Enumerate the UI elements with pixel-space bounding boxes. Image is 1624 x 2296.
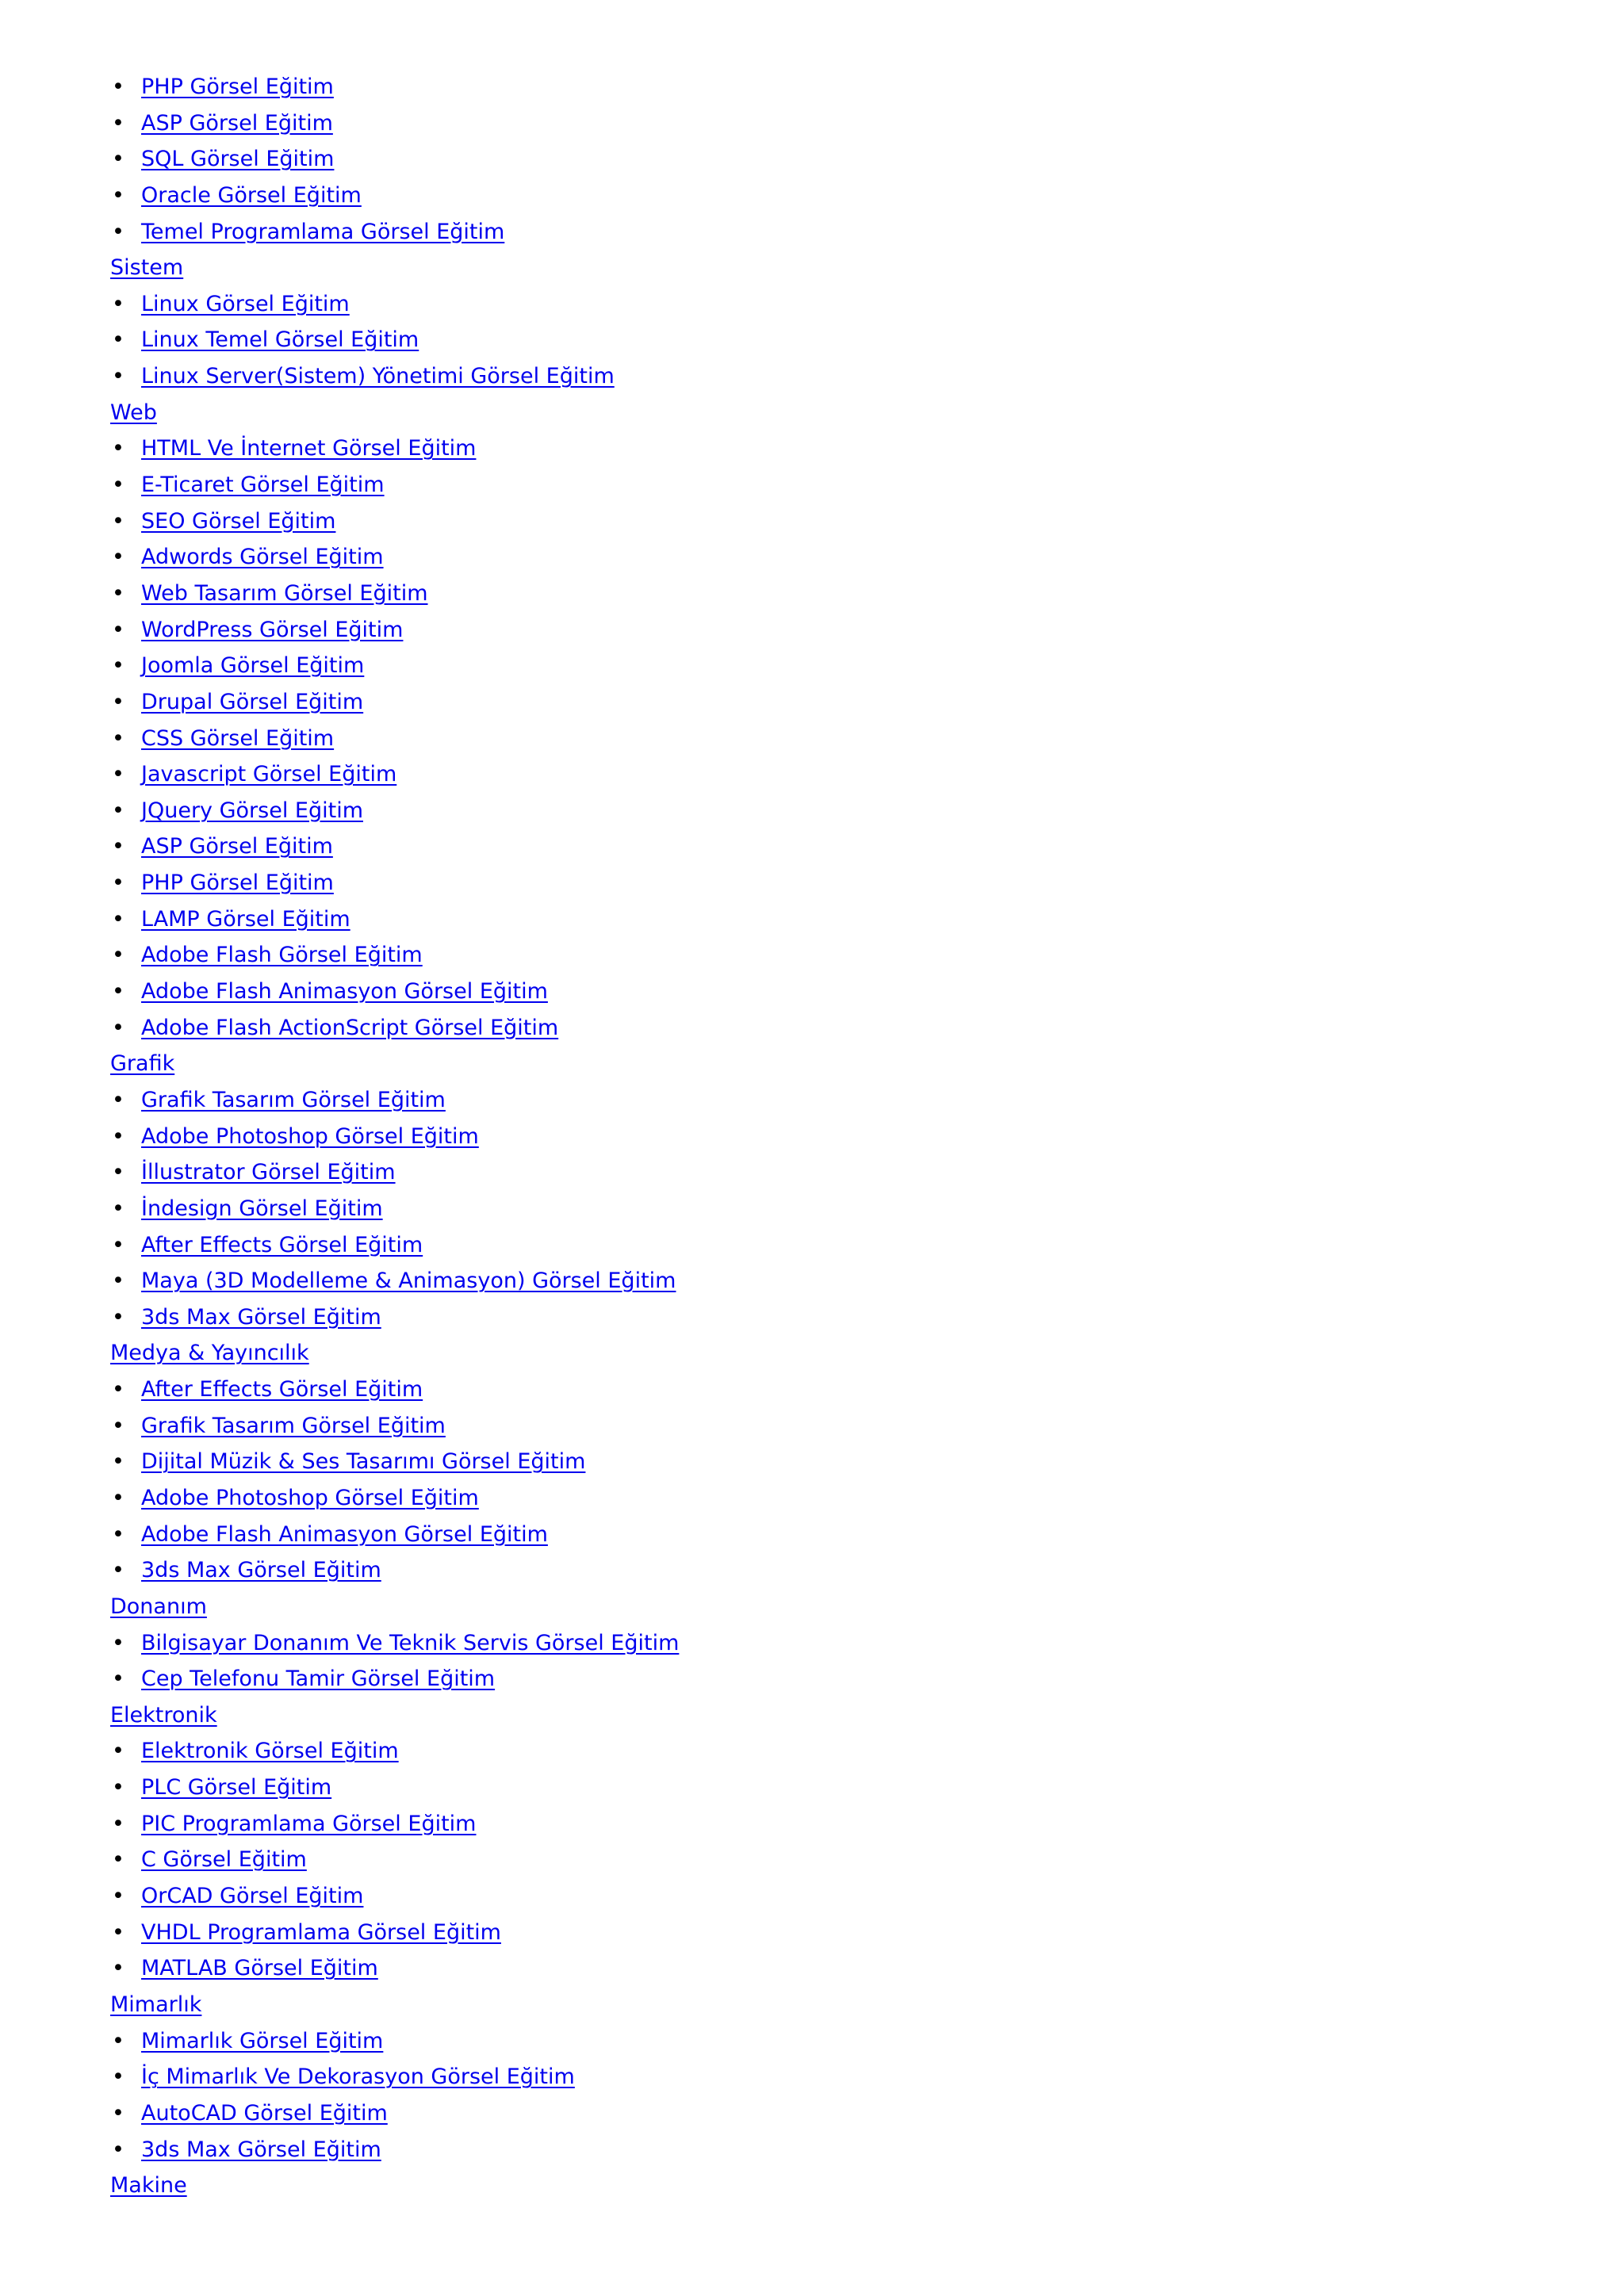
list-item <box>110 1231 679 1268</box>
bullet-icon: • <box>112 1739 124 1764</box>
list-item <box>110 326 679 362</box>
course-link[interactable]: ASP Görsel Eğitim <box>141 110 333 136</box>
course-link[interactable]: AutoCAD Görsel Eğitim <box>141 2100 388 2126</box>
course-link[interactable]: OrCAD Görsel Eğitim <box>141 1884 364 1909</box>
course-link[interactable]: Elektronik Görsel Eğitim <box>141 1739 399 1764</box>
bullet-icon: • <box>112 834 124 859</box>
course-link[interactable]: After Effects Görsel Eğitim <box>141 1377 423 1402</box>
list-item <box>110 543 679 580</box>
course-link[interactable]: C Görsel Eğitim <box>141 1847 307 1873</box>
list-item <box>110 1086 679 1123</box>
course-link[interactable]: Adobe Flash Animasyon Görsel Eğitim <box>141 1521 548 1547</box>
bullet-icon: • <box>112 1196 124 1221</box>
category-heading <box>110 1593 679 1629</box>
list-item <box>110 471 679 507</box>
course-link[interactable]: Grafik Tasarım Görsel Eğitim <box>141 1087 446 1112</box>
category-link[interactable]: Medya & Yayıncılık <box>110 1341 309 1366</box>
list-item <box>110 797 679 833</box>
category-heading <box>110 1991 679 2027</box>
list-item <box>110 652 679 688</box>
category-link[interactable]: Grafik <box>110 1051 175 1077</box>
list-item <box>110 1919 679 1955</box>
list-item <box>110 832 679 869</box>
bullet-icon: • <box>112 871 124 896</box>
list-item <box>110 616 679 652</box>
bullet-icon: • <box>112 1919 124 1945</box>
list-item <box>110 1846 679 1882</box>
bullet-icon: • <box>112 219 124 244</box>
course-link[interactable]: After Effects Görsel Eğitim <box>141 1232 423 1257</box>
bullet-icon: • <box>112 1304 124 1330</box>
list-item <box>110 218 679 254</box>
category-heading <box>110 1050 679 1086</box>
bullet-icon: • <box>112 689 124 714</box>
course-link[interactable]: Grafik Tasarım Görsel Eğitim <box>141 1413 446 1438</box>
course-link[interactable]: Drupal Görsel Eğitim <box>141 689 364 714</box>
bullet-icon: • <box>112 473 124 498</box>
bullet-icon: • <box>112 2028 124 2053</box>
bullet-icon: • <box>112 182 124 208</box>
course-link[interactable]: MATLAB Görsel Eğitim <box>141 1956 378 1981</box>
list-item <box>110 1014 679 1050</box>
list-item <box>110 2136 679 2172</box>
bullet-icon: • <box>112 1811 124 1836</box>
bullet-icon: • <box>112 1377 124 1402</box>
list-item <box>110 1774 679 1810</box>
bullet-icon: • <box>112 1123 124 1149</box>
bullet-icon: • <box>112 617 124 642</box>
bullet-icon: • <box>112 1015 124 1040</box>
category-heading <box>110 1701 679 1738</box>
list-item <box>110 182 679 218</box>
course-link[interactable]: Joomla Görsel Eğitim <box>141 653 365 679</box>
course-link[interactable]: SQL Görsel Eğitim <box>141 147 335 172</box>
category-heading <box>110 254 679 290</box>
course-link[interactable]: Adobe Photoshop Görsel Eğitim <box>141 1123 479 1149</box>
list-item <box>110 1737 679 1774</box>
list-item <box>110 73 679 109</box>
course-link[interactable]: 3ds Max Görsel Eğitim <box>141 1558 381 1583</box>
bullet-icon: • <box>112 1160 124 1185</box>
course-link[interactable]: Adobe Photoshop Görsel Eğitim <box>141 1485 479 1510</box>
bullet-icon: • <box>112 1630 124 1655</box>
list-item <box>110 905 679 942</box>
bullet-icon: • <box>112 979 124 1004</box>
course-link[interactable]: Cep Telefonu Tamir Görsel Eğitim <box>141 1667 496 1692</box>
list-item <box>110 1484 679 1521</box>
list-item <box>110 2027 679 2064</box>
course-link[interactable]: LAMP Görsel Eğitim <box>141 906 350 932</box>
course-link[interactable]: İç Mimarlık Ve Dekorasyon Görsel Eğitim <box>141 2064 575 2090</box>
list-item <box>110 1629 679 1666</box>
bullet-icon: • <box>112 1956 124 1981</box>
bullet-icon: • <box>112 2064 124 2090</box>
bullet-icon: • <box>112 545 124 570</box>
bullet-icon: • <box>112 1667 124 1692</box>
bullet-icon: • <box>112 906 124 932</box>
bullet-icon: • <box>112 364 124 389</box>
course-link[interactable]: JQuery Görsel Eğitim <box>141 798 363 823</box>
list-item <box>110 1195 679 1231</box>
bullet-icon: • <box>112 1269 124 1294</box>
bullet-icon: • <box>112 2100 124 2126</box>
category-link[interactable]: Makine <box>110 2173 187 2198</box>
list-item <box>110 2099 679 2136</box>
course-link[interactable]: Linux Temel Görsel Eğitim <box>141 327 419 353</box>
course-link[interactable]: Dijital Müzik & Ses Tasarımı Görsel Eğitim <box>141 1449 586 1475</box>
category-link[interactable]: Web <box>110 400 157 425</box>
course-link-list <box>110 73 679 2208</box>
bullet-icon: • <box>112 75 124 99</box>
bullet-icon: • <box>112 725 124 751</box>
course-link[interactable]: Adobe Flash Görsel Eğitim <box>141 943 423 968</box>
list-item <box>110 1123 679 1159</box>
list-item <box>110 688 679 725</box>
course-link[interactable]: ASP Görsel Eğitim <box>141 834 333 859</box>
course-link[interactable]: WordPress Görsel Eğitim <box>141 617 404 642</box>
bullet-icon: • <box>112 1884 124 1909</box>
bullet-icon: • <box>112 1087 124 1112</box>
list-item <box>110 869 679 905</box>
course-link[interactable]: İllustrator Görsel Eğitim <box>141 1160 396 1185</box>
list-item <box>110 1448 679 1484</box>
bullet-icon: • <box>112 147 124 172</box>
course-link[interactable]: Temel Programlama Görsel Eğitim <box>141 219 505 244</box>
list-item <box>110 2063 679 2099</box>
course-link[interactable]: PLC Görsel Eğitim <box>141 1775 332 1800</box>
course-link[interactable]: PHP Görsel Eğitim <box>141 75 334 99</box>
list-item <box>110 1412 679 1448</box>
list-item <box>110 1376 679 1412</box>
list-item <box>110 1158 679 1195</box>
bullet-icon: • <box>112 1232 124 1257</box>
course-link[interactable]: Oracle Görsel Eğitim <box>141 182 362 208</box>
list-item <box>110 362 679 399</box>
course-link[interactable]: CSS Görsel Eğitim <box>141 725 335 751</box>
bullet-icon: • <box>112 653 124 679</box>
list-item <box>110 1810 679 1846</box>
list-item <box>110 1303 679 1340</box>
bullet-icon: • <box>112 291 124 316</box>
course-link[interactable]: Javascript Görsel Eğitim <box>141 762 397 787</box>
course-link[interactable]: VHDL Programlama Görsel Eğitim <box>141 1919 501 1945</box>
course-link[interactable]: 3ds Max Görsel Eğitim <box>141 1304 381 1330</box>
category-heading <box>110 2172 679 2208</box>
course-link[interactable]: İndesign Görsel Eğitim <box>141 1196 383 1221</box>
course-link[interactable]: HTML Ve İnternet Görsel Eğitim <box>141 436 477 461</box>
bullet-icon: • <box>112 943 124 968</box>
bullet-icon: • <box>112 1558 124 1583</box>
course-link[interactable]: PHP Görsel Eğitim <box>141 871 334 896</box>
course-link[interactable]: Linux Server(Sistem) Yönetimi Görsel Eğitim <box>141 364 615 389</box>
list-item <box>110 1882 679 1919</box>
bullet-icon: • <box>112 1413 124 1438</box>
list-item <box>110 1521 679 1557</box>
course-link[interactable]: Web Tasarım Görsel Eğitim <box>141 580 428 606</box>
bullet-icon: • <box>112 1449 124 1475</box>
list-item <box>110 145 679 182</box>
list-item <box>110 725 679 761</box>
bullet-icon: • <box>112 1775 124 1800</box>
bullet-icon: • <box>112 580 124 606</box>
bullet-icon: • <box>112 327 124 353</box>
list-item <box>110 507 679 544</box>
course-link[interactable]: Linux Görsel Eğitim <box>141 291 350 316</box>
course-link[interactable]: Bilgisayar Donanım Ve Teknik Servis Görsel Eğitim <box>141 1630 680 1655</box>
bullet-icon: • <box>112 508 124 534</box>
course-link[interactable]: Maya (3D Modelleme & Animasyon) Görsel Eğitim <box>141 1269 676 1294</box>
bullet-icon: • <box>112 110 124 136</box>
list-item <box>110 434 679 471</box>
list-item <box>110 1556 679 1593</box>
list-item <box>110 1665 679 1701</box>
list-item <box>110 978 679 1014</box>
category-link[interactable]: Donanım <box>110 1594 207 1619</box>
list-item <box>110 1267 679 1303</box>
bullet-icon: • <box>112 1847 124 1873</box>
category-link[interactable]: Elektronik <box>110 1702 217 1728</box>
course-link[interactable]: E-Ticaret Görsel Eğitim <box>141 473 385 498</box>
list-item <box>110 290 679 327</box>
category-link[interactable]: Sistem <box>110 255 184 281</box>
bullet-icon: • <box>112 2137 124 2162</box>
course-link[interactable]: Adwords Görsel Eğitim <box>141 545 384 570</box>
bullet-icon: • <box>112 1521 124 1547</box>
list-item <box>110 109 679 146</box>
course-link[interactable]: SEO Görsel Eğitim <box>141 508 336 534</box>
category-heading <box>110 1339 679 1376</box>
course-link[interactable]: 3ds Max Görsel Eğitim <box>141 2137 381 2162</box>
list-item <box>110 760 679 797</box>
category-link[interactable]: Mimarlık <box>110 1992 202 2017</box>
course-link[interactable]: Adobe Flash Animasyon Görsel Eğitim <box>141 979 548 1004</box>
course-link[interactable]: Adobe Flash ActionScript Görsel Eğitim <box>141 1015 559 1040</box>
bullet-icon: • <box>112 1485 124 1510</box>
list-item <box>110 941 679 978</box>
course-link[interactable]: PIC Programlama Görsel Eğitim <box>141 1811 477 1836</box>
bullet-icon: • <box>112 798 124 823</box>
list-item <box>110 580 679 616</box>
bullet-icon: • <box>112 436 124 461</box>
category-heading <box>110 399 679 435</box>
list-item <box>110 1954 679 1991</box>
course-link[interactable]: Mimarlık Görsel Eğitim <box>141 2028 384 2053</box>
bullet-icon: • <box>112 762 124 787</box>
